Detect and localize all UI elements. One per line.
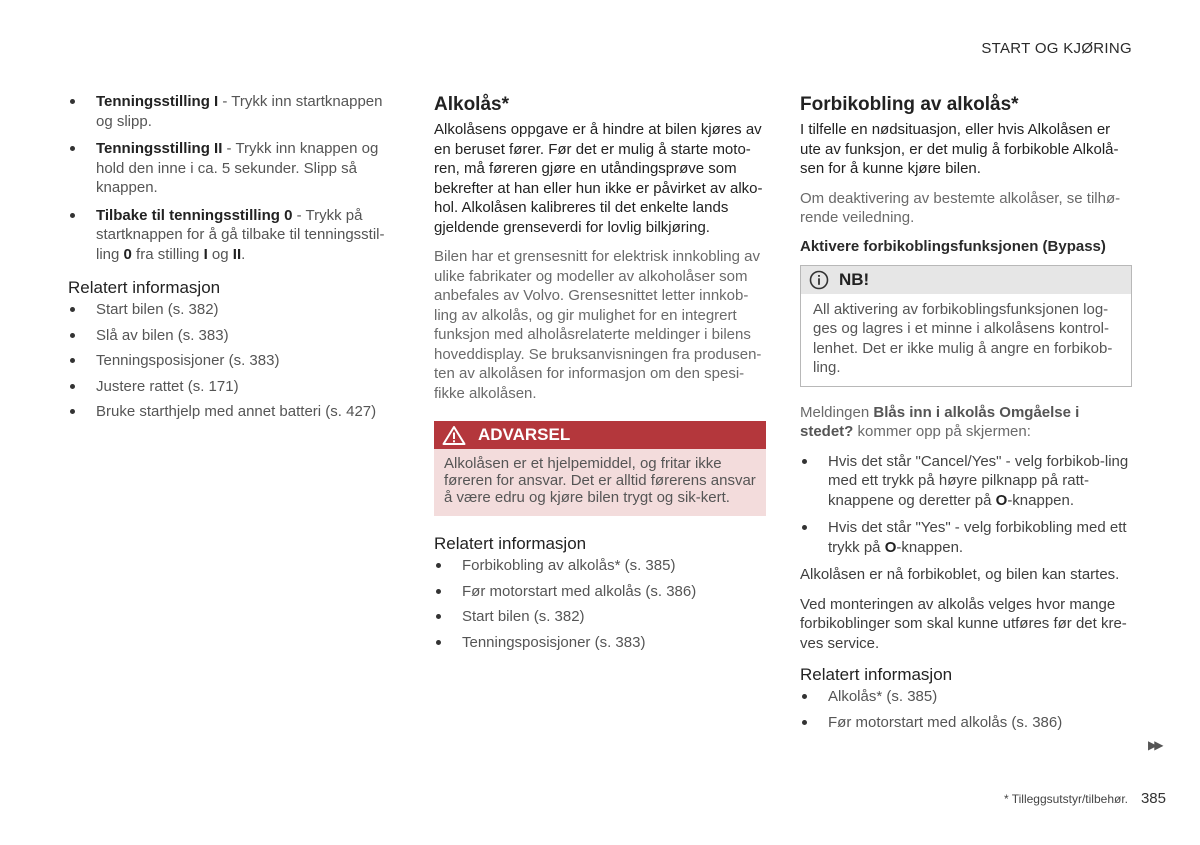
step-bold: 0 [123,245,132,263]
bypass-options-list [800,452,1132,558]
item-text: -knappen. [896,538,964,556]
step-bold: II [232,245,242,263]
warning-box [434,421,766,516]
message-text: Meldingen [800,403,874,421]
list-item [800,452,1132,511]
intro-paragraph: Alkolåsens oppgave er å hindre at bilen kjøres av en beruset fører. Før det er mulig å starte moto-ren, må føreren gjøre en utåndingsprøve som bekrefter at han eller hun ikke er påvirket av alko-hol. Alkolåsen kalibreres til det enkelte lands gjeldende grenseverdi for lovlig bilkjøring. [434,121,763,236]
continued-arrows-icon: ▶▶ [1148,738,1161,752]
item-text: Hvis det står "Yes" - velg forbikobling med ett trykk på [828,519,1127,556]
message-paragraph [800,403,1132,442]
related-list [68,300,393,422]
related-link[interactable]: Før motorstart med alkolås (s. 386) [800,713,1132,733]
section-title: Alkolås* [434,94,509,115]
step-text: - Trykk inn knappen og hold den inne i ca. 5 sekunder. Slipp så knappen. [96,140,379,196]
left-column [68,92,393,428]
item-bold: O [884,538,897,556]
related-link[interactable]: Før motorstart med alkolås (s. 386) [434,582,766,602]
deactivate-paragraph: Om deaktivering av bestemte alkolåser, se tilhø-rende veiledning. [800,189,1121,226]
list-item [68,206,393,265]
step-text: og [207,245,233,263]
related-list [434,556,766,652]
right-column [800,92,1132,738]
list-item [68,139,393,198]
step-label: Tenningsstilling I [96,93,219,110]
related-link[interactable]: Start bilen (s. 382) [434,607,766,627]
intro-paragraph: I tilfelle en nødsituasjon, eller hvis Alkolåsen er ute av funksjon, er det mulig å forbikoble Alkolå-sen for å kunne kjøre bilen. [800,121,1119,177]
list-item [68,92,393,131]
footnote: * Tilleggsutstyr/tilbehør. [1003,792,1128,806]
subheading: Aktivere forbikoblingsfunksjonen (Bypass) [800,237,1106,255]
step-text: - Trykk på startknappen for å gå tilbake til tenningsstil-ling [96,206,385,263]
step-text: - Trykk inn startknappen og slipp. [96,93,383,130]
section-title: Forbikobling av alkolås* [800,94,1019,115]
related-link[interactable]: Alkolås* (s. 385) [800,687,1132,707]
item-text: Hvis det står "Cancel/Yes" - velg forbikob-ling med ett trykk på høyre pilknapp på ratt-knappene og deretter på [828,452,1129,509]
related-link[interactable]: Slå av bilen (s. 383) [68,326,393,346]
step-label: Tenningsstilling II [96,140,223,157]
note-box [800,265,1132,387]
related-link[interactable]: Start bilen (s. 382) [68,300,393,320]
note-label: NB! [839,269,870,289]
chapter-title: START OG KJØRING [981,40,1132,57]
warning-header [434,421,766,449]
status-paragraph: Alkolåsen er nå forbikoblet, og bilen kan startes. [800,566,1120,583]
list-item [800,518,1132,557]
related-heading: Relatert informasjon [434,534,587,553]
warning-label: ADVARSEL [478,425,571,444]
ignition-steps-list [68,92,393,264]
step-bold: I [203,245,208,263]
info-icon [809,270,829,290]
message-bold: Blås inn i alkolås Omgåelse i stedet? [800,403,1080,440]
related-link[interactable]: Justere rattet (s. 171) [68,377,393,397]
note-text: All aktivering av forbikoblingsfunksjonen log-ges og lagres i et minne i alkolåsens kontrol-lenhet. Det er ikke mulig å angre en forbikob-ling. [813,300,1113,376]
step-label: Tilbake til tenningsstilling 0 [96,206,293,224]
related-heading: Relatert informasjon [68,278,221,297]
related-link[interactable]: Tenningsposisjoner (s. 383) [434,633,766,653]
item-text: -knappen. [1007,491,1075,509]
related-link[interactable]: Tenningsposisjoner (s. 383) [68,351,393,371]
related-link[interactable]: Bruke starthjelp med annet batteri (s. 427) [68,402,393,422]
related-heading: Relatert informasjon [800,665,953,684]
related-list [800,687,1132,732]
body-paragraph: Bilen har et grensesnitt for elektrisk innkobling av ulike fabrikater og modeller av alkoholåser som anbefales av Volvo. Grensesnittet letter innkob-ling av alkolås, og gir mulighet for en integrert funksjon med alholåsrelaterte meldinger i bilens hoveddisplay. Se bruksanvisningen fra produsen-ten av alkolåsen for informasjon om den spesi-fikke alkolåsen. [434,248,762,402]
step-text: fra stilling [131,245,204,263]
message-text: kommer opp på skjermen: [853,423,1031,440]
item-bold: O [995,491,1008,509]
warning-triangle-icon [442,425,466,445]
warning-text: Alkolåsen er et hjelpemiddel, og fritar ikke føreren for ansvar. Det er alltid førerens ansvar å være edru og kjøre bilen trygt og sik-kert. [444,455,756,506]
related-link[interactable]: Forbikobling av alkolås* (s. 385) [434,556,766,576]
page-number: 385 [1140,790,1166,807]
middle-column [434,92,766,658]
service-paragraph: Ved monteringen av alkolås velges hvor mange forbikoblinger som skal kunne utføres før det kre-ves service. [800,595,1127,652]
note-header [801,266,1131,294]
step-text: . [241,245,246,263]
